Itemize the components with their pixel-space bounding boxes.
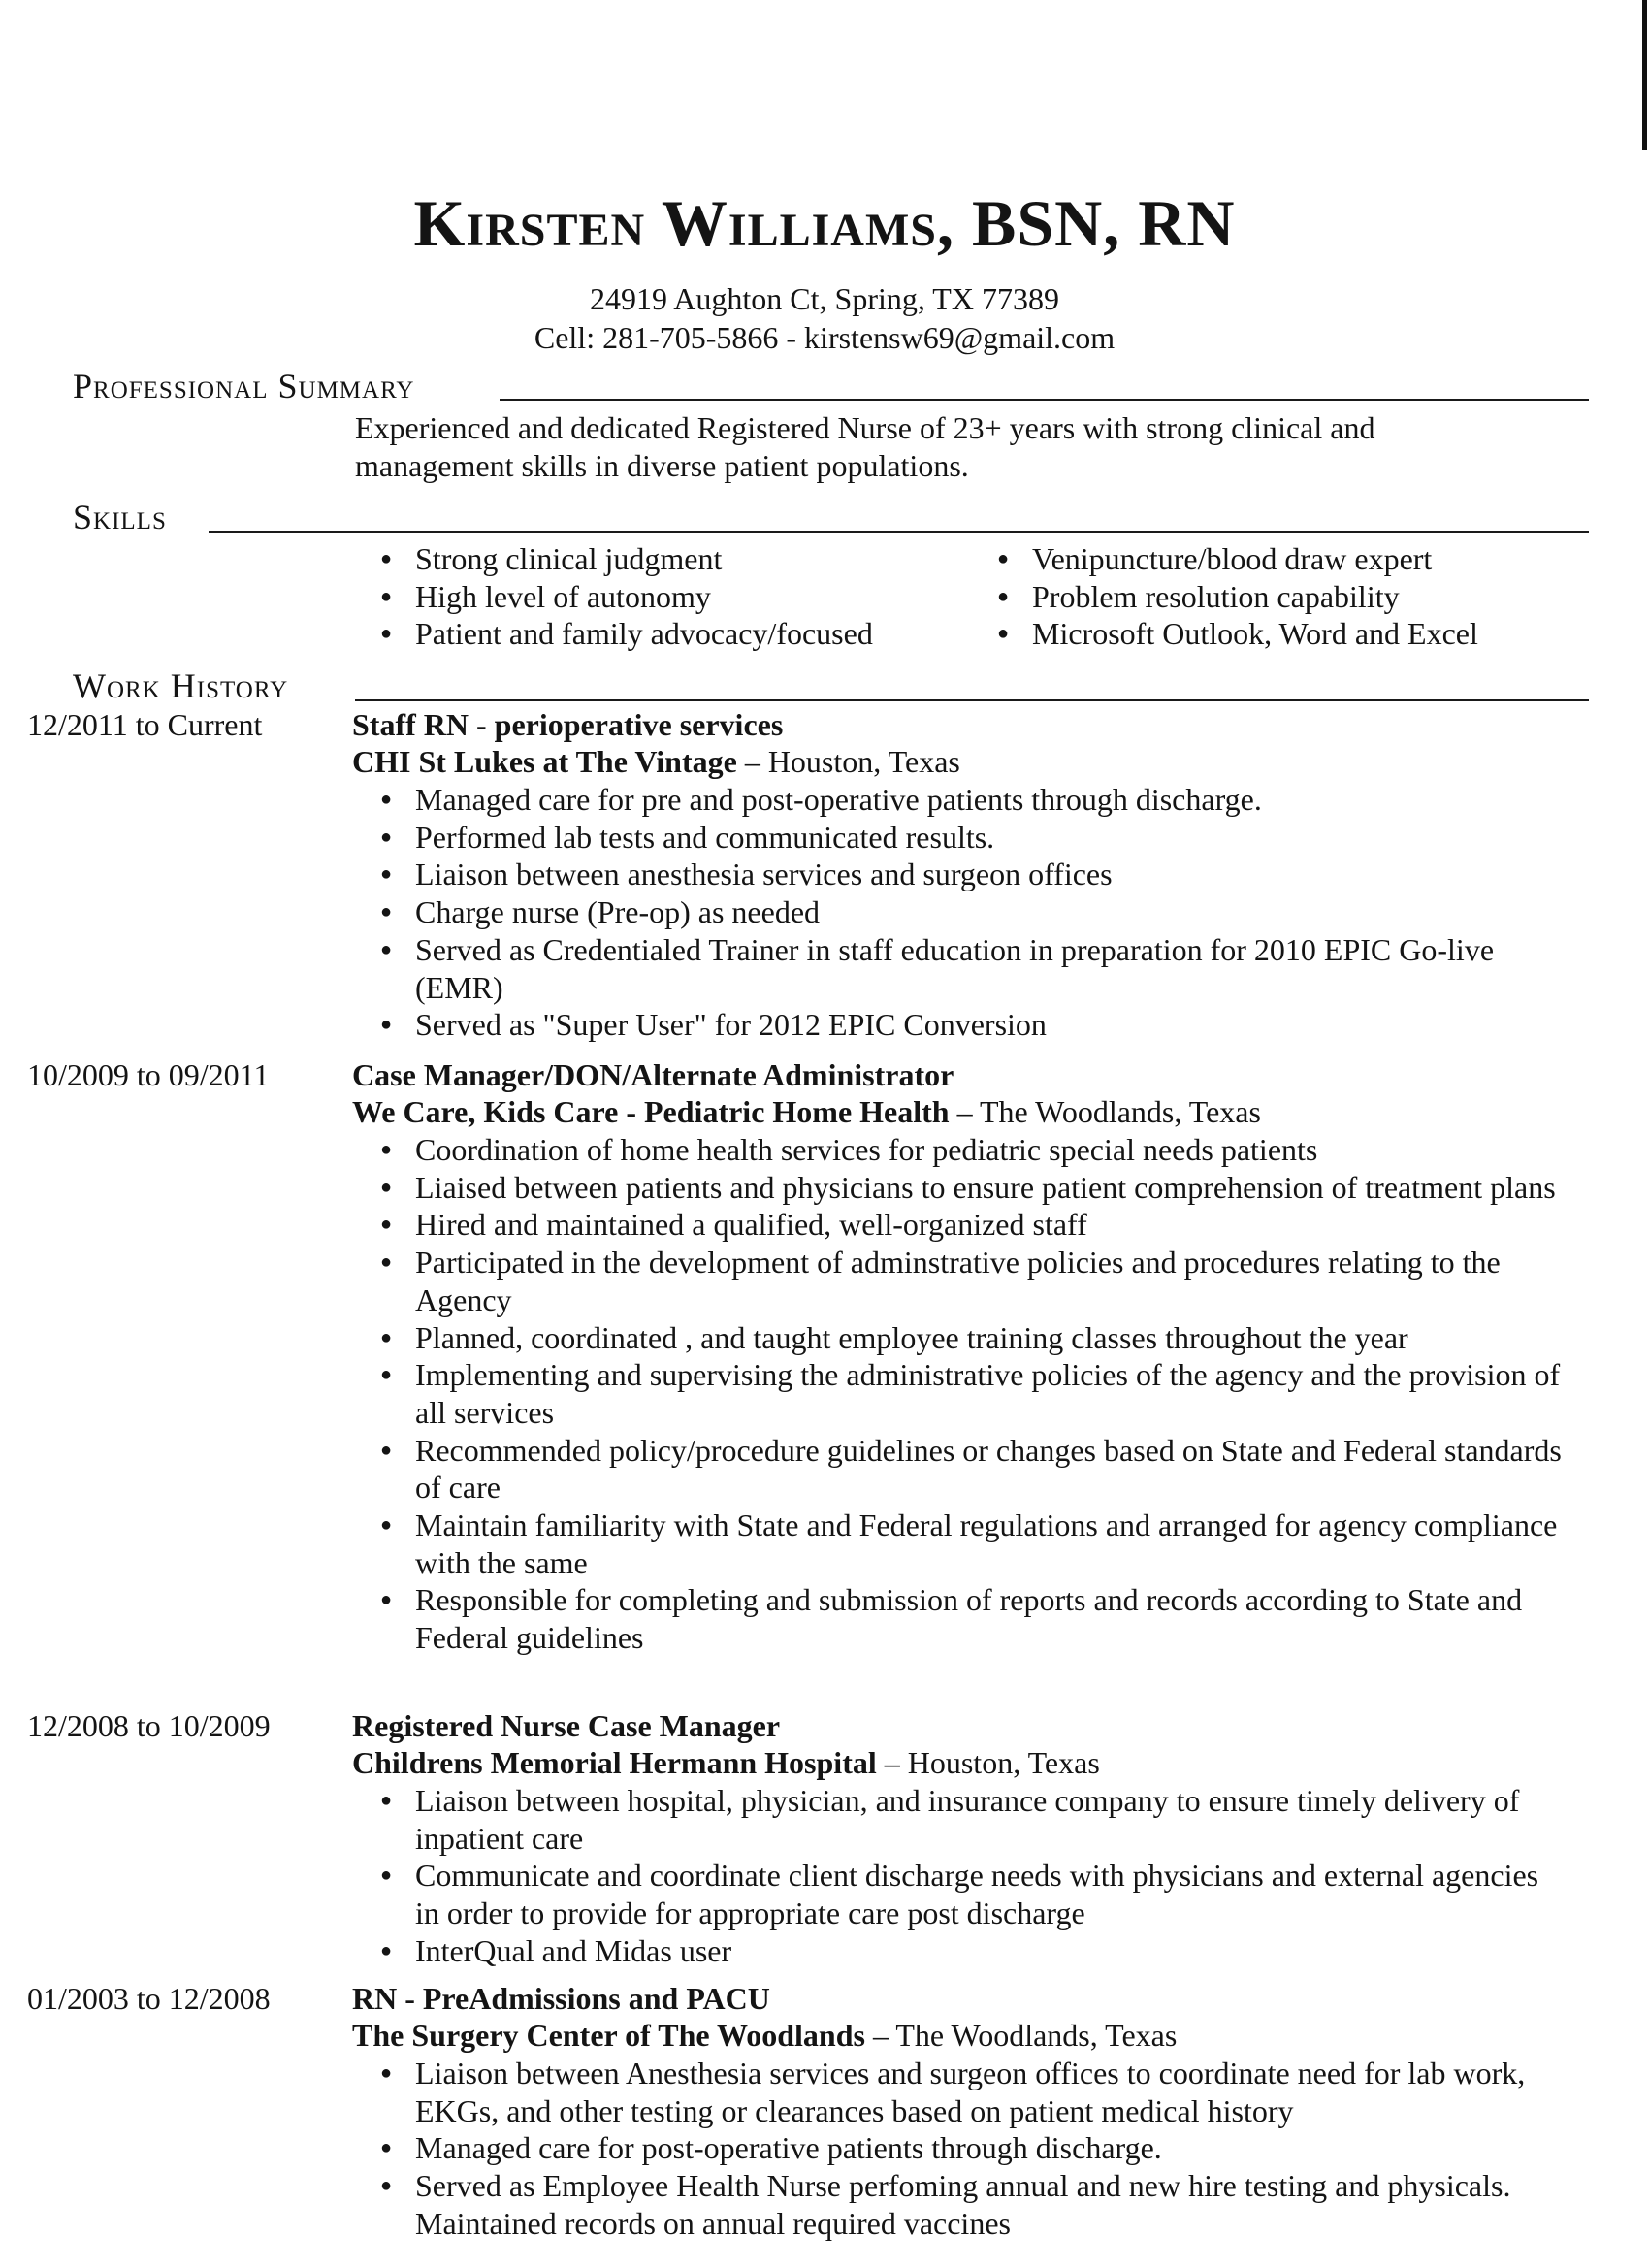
job-dates: 01/2003 to 12/2008	[27, 1981, 271, 2016]
job-duties	[376, 781, 1569, 1044]
job-title: RN - PreAdmissions and PACU	[352, 1981, 770, 2016]
duty-item: ● Liaised between patients and physicians to ensure patient comprehension of treatment plans	[376, 1169, 1569, 1207]
contact-line: Cell: 281-705-5866 - kirstensw69@gmail.com	[534, 320, 1116, 355]
skill-item: ● Problem resolution capability	[993, 578, 1478, 616]
duty-item: ● Performed lab tests and communicated results.	[376, 819, 1569, 857]
section-title-work: Work History	[73, 666, 289, 705]
duty-item: ● Hired and maintained a qualified, well-organized staff	[376, 1206, 1569, 1244]
job-location: – Houston, Texas	[876, 1745, 1100, 1780]
job-location: – The Woodlands, Texas	[949, 1094, 1261, 1129]
job-employer: The Surgery Center of The Woodlands	[352, 2018, 865, 2053]
section-rule-summary	[500, 399, 1589, 401]
section-title-skills: Skills	[73, 498, 167, 536]
skills-list-left	[376, 540, 873, 653]
skills-list-right	[993, 540, 1478, 653]
job-employer: CHI St Lukes at The Vintage	[352, 744, 737, 779]
duty-item: ● Served as Employee Health Nurse perfoming annual and new hire testing and physicals. Maintained records on annual required vaccines	[376, 2167, 1569, 2242]
job-employer-line	[352, 1744, 1100, 1782]
duty-item: ● Planned, coordinated , and taught employee training classes throughout the year	[376, 1319, 1569, 1357]
job-location: – The Woodlands, Texas	[864, 2018, 1178, 2053]
job-dates: 10/2009 to 09/2011	[27, 1057, 270, 1092]
summary-text: Experienced and dedicated Registered Nurse of 23+ years with strong clinical and management skills in diverse patient populations.	[355, 410, 1375, 483]
duty-item: ● Liaison between anesthesia services and surgeon offices	[376, 856, 1569, 893]
job-title: Staff RN - perioperative services	[352, 707, 784, 742]
skill-item: ● Venipuncture/blood draw expert	[993, 540, 1478, 578]
duty-item: ● Maintain familiarity with State and Federal regulations and arranged for agency compliance with the same	[376, 1507, 1569, 1581]
job-employer-line	[352, 1093, 1261, 1131]
duty-item: ● Served as "Super User" for 2012 EPIC Conversion	[376, 1006, 1569, 1044]
job-dates: 12/2011 to Current	[27, 707, 263, 742]
duty-item: ● Charge nurse (Pre-op) as needed	[376, 893, 1569, 931]
duty-item: ● Liaison between Anesthesia services and surgeon offices to coordinate need for lab work, EKGs, and other testing or clearances based on patient medical history	[376, 2055, 1569, 2129]
job-title: Case Manager/DON/Alternate Administrator	[352, 1057, 954, 1092]
duty-item: ● Participated in the development of adminstrative policies and procedures relating to the Agency	[376, 1244, 1569, 1318]
job-employer-line	[352, 743, 960, 781]
section-title-summary: Professional Summary	[73, 367, 415, 405]
job-dates: 12/2008 to 10/2009	[27, 1708, 271, 1743]
skill-item: ● Patient and family advocacy/focused	[376, 615, 873, 653]
job-duties	[376, 2055, 1569, 2243]
duty-item: ● Coordination of home health services for pediatric special needs patients	[376, 1131, 1569, 1169]
candidate-name: Kirsten Williams, BSN, RN	[413, 186, 1236, 260]
duty-item: ● Liaison between hospital, physician, and insurance company to ensure timely delivery of inpatient care	[376, 1782, 1569, 1857]
duty-item: ● Responsible for completing and submission of reports and records according to State and Federal guidelines	[376, 1581, 1569, 1656]
duty-item: ● Recommended policy/procedure guidelines or changes based on State and Federal standards of care	[376, 1432, 1569, 1507]
section-rule-skills	[209, 531, 1589, 533]
skill-item: ● Microsoft Outlook, Word and Excel	[993, 615, 1478, 653]
job-duties	[376, 1782, 1569, 1970]
duty-item: ● Served as Credentialed Trainer in staff education in preparation for 2010 EPIC Go-live (EMR)	[376, 931, 1569, 1006]
skill-item: ● Strong clinical judgment	[376, 540, 873, 578]
job-duties	[376, 1131, 1569, 1657]
duty-item: ● Managed care for pre and post-operative patients through discharge.	[376, 781, 1569, 819]
address-line: 24919 Aughton Ct, Spring, TX 77389	[590, 281, 1059, 316]
duty-item: ● Communicate and coordinate client discharge needs with physicians and external agencies in order to provide for appropriate care post discharge	[376, 1857, 1569, 1931]
job-employer: We Care, Kids Care - Pediatric Home Health	[352, 1094, 950, 1129]
job-location: – Houston, Texas	[736, 744, 960, 779]
job-title: Registered Nurse Case Manager	[352, 1708, 781, 1743]
duty-item: ● InterQual and Midas user	[376, 1932, 1569, 1970]
section-rule-work	[355, 699, 1589, 701]
skill-item: ● High level of autonomy	[376, 578, 873, 616]
duty-item: ● Implementing and supervising the administrative policies of the agency and the provision of all services	[376, 1356, 1569, 1431]
duty-item: ● Managed care for post-operative patients through discharge.	[376, 2129, 1569, 2167]
job-employer: Childrens Memorial Hermann Hospital	[352, 1745, 877, 1780]
job-employer-line	[352, 2017, 1177, 2055]
